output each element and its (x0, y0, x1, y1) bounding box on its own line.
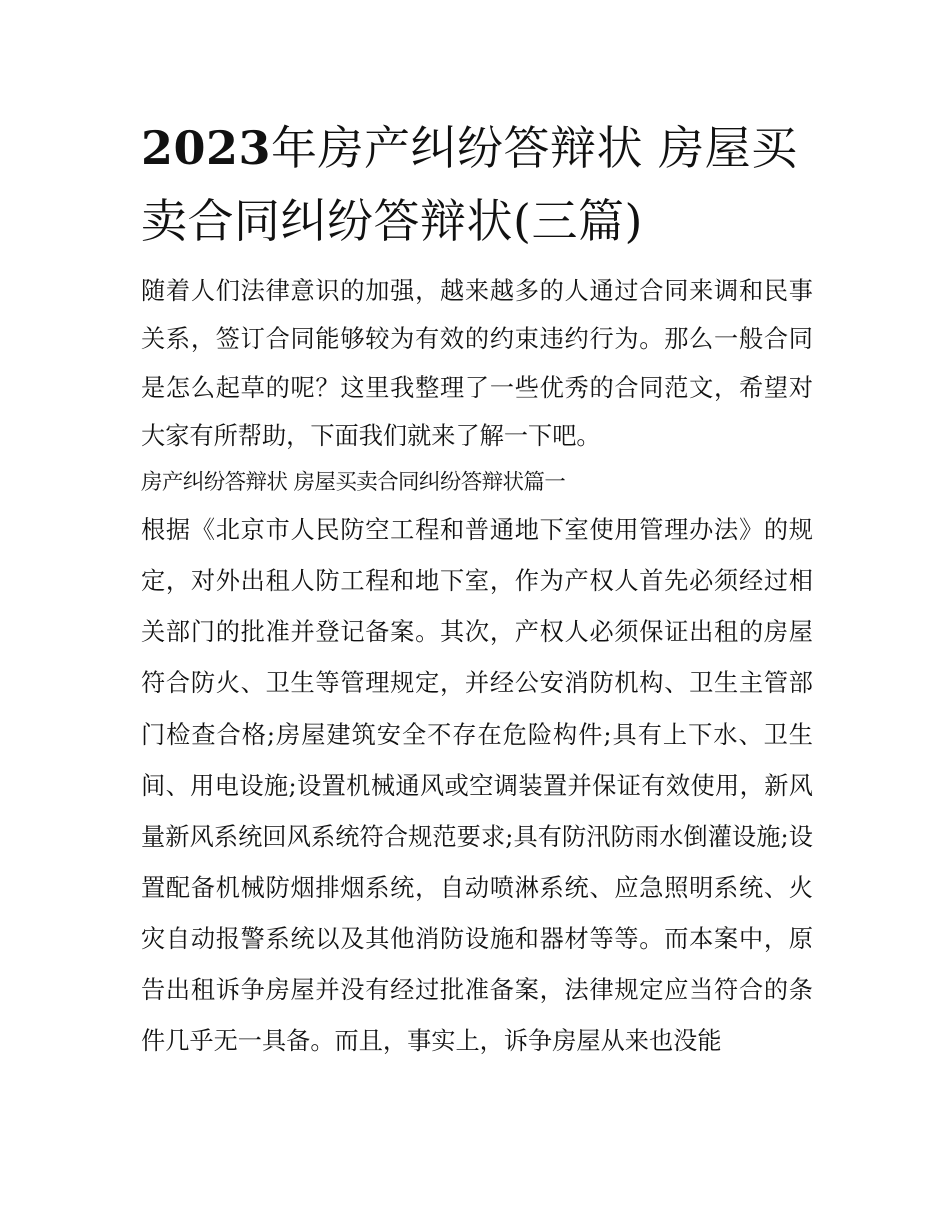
intro-paragraph: 随着人们法律意识的加强，越来越多的人通过合同来调和民事关系，签订合同能够较为有效的约束违约行为。那么一般合同是怎么起草的呢？这里我整理了一些优秀的合同范文，希望对大家有所帮助，下面我们就来了解一下吧。 (141, 277, 813, 450)
body-paragraph: 根据《北京市人民防空工程和普通地下室使用管理办法》的规定，对外出租人防工程和地下室，作为产权人首先必须经过相关部门的批准并登记备案。其次，产权人必须保证出租的房屋符合防火、卫生等管理规定，并经公安消防机构、卫生主管部门检查合格;房屋建筑安全不存在危险构件;具有上下水、卫生间、用电设施;设置机械通风或空调装置并保证有效使用，新风量新风系统回风系统符合规范要求;具有防汛防雨水倒灌设施;设置配备机械防烟排烟系统，自动喷淋系统、应急照明系统、火灾自动报警系统以及其他消防设施和器材等等。而本案中，原告出租诉争房屋并没有经过批准备案，法律规定应当符合的条件几乎无一具备。而且，事实上，诉争房屋从来也没能 (141, 516, 813, 1056)
title-text: 年房产纠纷答辩状 房屋买卖合同纠纷答辩状(三篇) (141, 121, 798, 248)
document-page (141, 112, 813, 1067)
section-heading: 房产纠纷答辩状 房屋买卖合同纠纷答辩状篇一 (141, 470, 566, 496)
document-title (141, 112, 813, 258)
title-year: 2023 (141, 121, 272, 175)
